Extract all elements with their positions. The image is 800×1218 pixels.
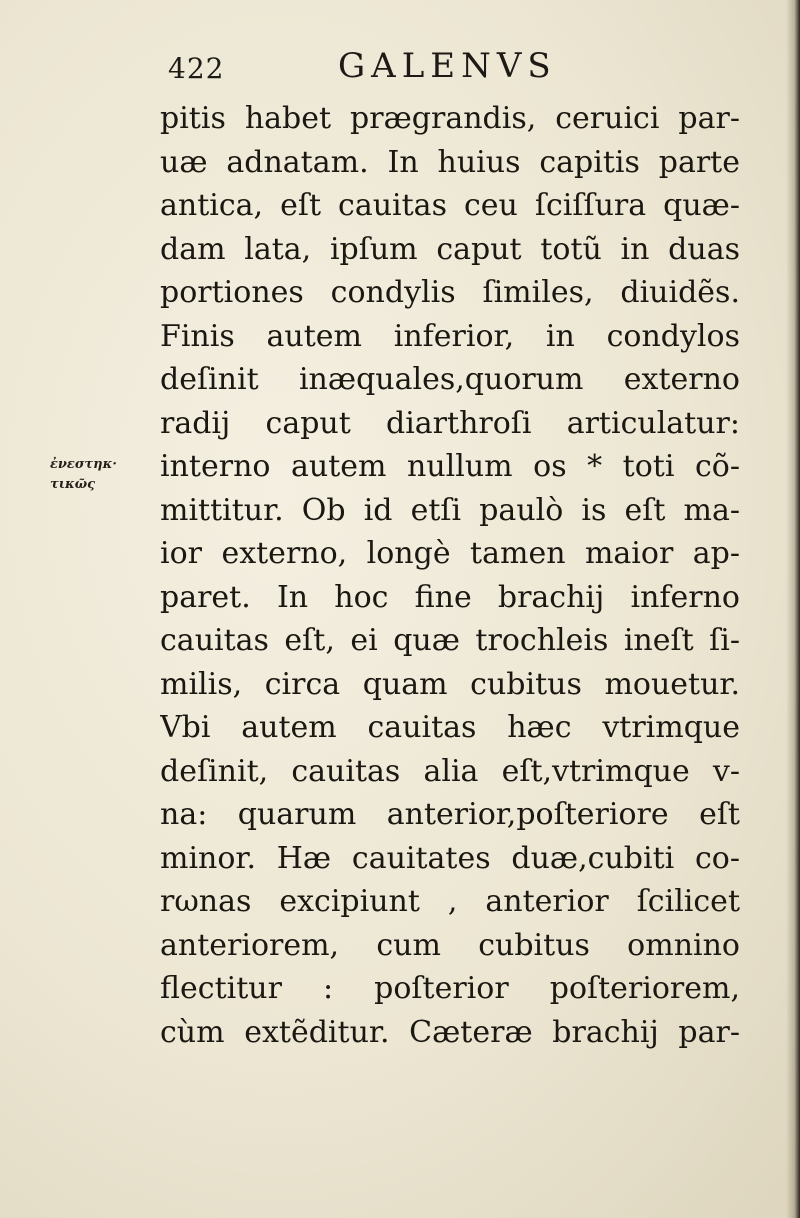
- text-line: flectitur : poſterior poſteriorem,: [160, 971, 740, 1006]
- text-line: cùm extẽditur. Cæteræ brachij par-: [160, 1014, 740, 1050]
- running-head-title: GALENVS: [338, 46, 557, 86]
- text-line: radij caput diarthroſi articulatur:: [160, 405, 740, 441]
- text-line: na: quarum anterior,poſteriore eſt: [160, 797, 740, 832]
- text-line: rωnas excipiunt , anterior ſcilicet: [160, 884, 740, 919]
- text-line: uæ adnatam. In huius capitis parte: [160, 144, 740, 180]
- text-line: deſinit inæquales,quorum externo: [160, 362, 740, 397]
- text-line: interno autem nullum os * toti cõ-: [160, 449, 740, 484]
- text-line: Finis autem inferior, in condylos: [160, 318, 740, 354]
- text-line: mittitur. Ob id etſi paulò is eſt ma-: [160, 492, 740, 528]
- text-line: Vbi autem cauitas hæc vtrimque: [160, 710, 740, 745]
- text-line: portiones condylis ſimiles, diuidẽs.: [160, 275, 740, 310]
- running-head: [168, 46, 728, 96]
- page-edge-shadow: [786, 0, 800, 1218]
- text-line: paret. In hoc fine brachij inferno: [160, 579, 740, 615]
- text-line: deſinit, cauitas alia eſt,vtrimque v-: [160, 753, 740, 789]
- text-line: milis, circa quam cubitus mouetur.: [160, 666, 740, 702]
- text-line: pitis habet prægrandis, ceruici par-: [160, 101, 740, 136]
- text-line: ior externo, longè tamen maior ap-: [160, 536, 740, 571]
- text-line: anteriorem, cum cubitus omnino: [160, 927, 740, 963]
- marginal-note-line: ἐνεστηκ·: [50, 457, 117, 472]
- marginal-note: [50, 455, 160, 495]
- body-text: [160, 97, 740, 1054]
- marginal-note-line: τικῶς: [50, 477, 96, 492]
- text-line: dam lata, ipſum caput totũ in duas: [160, 231, 740, 267]
- text-line: cauitas eſt, ei quæ trochleis ineſt ſi-: [160, 623, 740, 658]
- text-line: antica, eſt cauitas ceu ſciſſura quæ-: [160, 188, 740, 223]
- text-line: minor. Hæ cauitates duæ,cubiti co-: [160, 840, 740, 876]
- page-number: 422: [168, 52, 225, 85]
